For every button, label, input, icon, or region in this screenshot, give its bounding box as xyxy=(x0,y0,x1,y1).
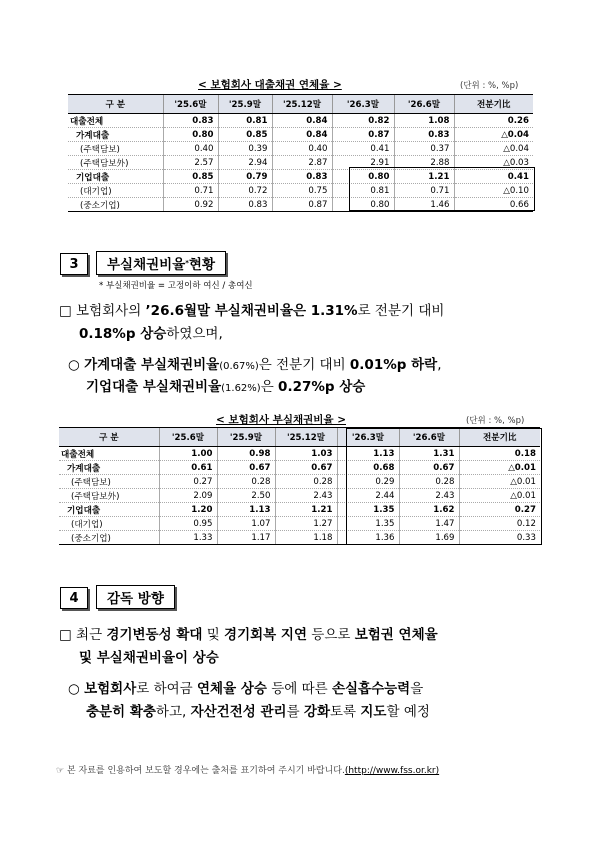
table2-body xyxy=(59,447,540,545)
text-bold: ’26.6월말 부실채권비율은 1.31% xyxy=(145,303,358,319)
text-small: (1.62%) xyxy=(221,383,261,394)
text-bold: 및 부실채권비율이 상승 xyxy=(79,650,219,666)
section4-paragraph2 xyxy=(68,677,423,701)
table-row xyxy=(59,517,540,531)
table-cell: 0.41 xyxy=(454,170,533,184)
table-cell: 2.87 xyxy=(272,156,332,170)
table-cell: 1.35 xyxy=(337,503,399,517)
table-cell: 0.80 xyxy=(332,170,394,184)
text-bold: 가계대출 부실채권비율 xyxy=(84,357,220,373)
table-cell: 1.13 xyxy=(217,503,275,517)
row-label-cell xyxy=(59,447,159,461)
table-cell: 0.29 xyxy=(337,475,399,489)
table-cell: 0.33 xyxy=(459,531,540,545)
text: 로 하여금 xyxy=(136,681,197,697)
section4-title: 감독 방향 xyxy=(96,585,175,609)
table-cell: 1.08 xyxy=(394,114,454,128)
table1 xyxy=(68,94,533,212)
table1-header: '25.12말 xyxy=(272,95,332,114)
text: 을 xyxy=(410,681,424,697)
section3-title-suffix: 현황 xyxy=(188,257,216,273)
table-cell: 1.31 xyxy=(399,447,459,461)
row-label: (주택담보) xyxy=(71,477,111,488)
table-cell: 1.21 xyxy=(275,503,337,517)
table-cell: 0.71 xyxy=(394,184,454,198)
table1-header: 구 분 xyxy=(68,95,163,114)
row-label: 대출전체 xyxy=(61,449,95,460)
table-cell: 1.47 xyxy=(399,517,459,531)
row-label-cell xyxy=(68,184,163,198)
table-cell: 0.81 xyxy=(218,114,272,128)
table-cell: 0.95 xyxy=(159,517,217,531)
table-row xyxy=(68,156,533,170)
table-row xyxy=(59,475,540,489)
table-cell: △0.04 xyxy=(454,128,533,142)
table-cell: 1.46 xyxy=(394,198,454,212)
row-label: (중소기업) xyxy=(71,533,111,544)
footer-link[interactable]: (http://www.fss.or.kr) xyxy=(344,766,440,776)
table2-header: '25.12말 xyxy=(275,428,337,447)
table-cell: 0.84 xyxy=(272,114,332,128)
table2-header: 구 분 xyxy=(59,428,159,447)
table1-header: 전분기比 xyxy=(454,95,533,114)
table-cell: 2.94 xyxy=(218,156,272,170)
row-label: 대출전체 xyxy=(70,116,104,127)
table-cell: 1.07 xyxy=(217,517,275,531)
table-row xyxy=(59,531,540,545)
table-cell: 2.44 xyxy=(337,489,399,503)
section3-title xyxy=(96,251,226,275)
text-bold: 충분히 확충 xyxy=(86,704,156,720)
table-cell: △0.01 xyxy=(459,489,540,503)
row-label-cell xyxy=(68,114,163,128)
footer xyxy=(56,763,439,776)
text-bold: 지도 xyxy=(360,704,387,720)
table-cell: 0.75 xyxy=(272,184,332,198)
row-label: (주택담보外) xyxy=(80,158,129,169)
table-cell: △0.10 xyxy=(454,184,533,198)
footer-text: 본 자료를 인용하여 보도할 경우에는 출처를 표기하여 주시기 바랍니다. xyxy=(66,766,345,776)
table-cell: 2.91 xyxy=(332,156,394,170)
text: 를 xyxy=(286,704,304,720)
table-cell: 0.27 xyxy=(459,503,540,517)
section3-title-text: 부실채권비율 xyxy=(107,257,186,273)
table-cell: 2.57 xyxy=(163,156,218,170)
text: 하였으며, xyxy=(166,326,223,342)
table-row xyxy=(59,503,540,517)
table-cell: 0.27 xyxy=(159,475,217,489)
table-cell: 1.33 xyxy=(159,531,217,545)
table-cell: 1.17 xyxy=(217,531,275,545)
text-bold: 경기회복 지연 xyxy=(224,627,307,643)
text-bold: 0.18%p 상승 xyxy=(79,326,167,342)
row-label: 가계대출 xyxy=(67,463,101,474)
table-cell: 0.84 xyxy=(272,128,332,142)
text: , xyxy=(437,357,442,373)
row-label: (대기업) xyxy=(71,519,103,530)
table2 xyxy=(59,427,540,545)
table1-body xyxy=(68,114,533,212)
row-label-cell xyxy=(68,128,163,142)
section4-paragraph3 xyxy=(86,700,430,724)
text: 및 xyxy=(202,627,225,643)
section3-paragraph1 xyxy=(59,299,444,323)
row-label: 기업대출 xyxy=(76,172,110,183)
table-cell: 0.61 xyxy=(159,461,217,475)
table-cell: 1.69 xyxy=(399,531,459,545)
table2-header-row xyxy=(59,428,540,447)
section3-paragraph3 xyxy=(86,375,365,401)
text: □ 최근 xyxy=(59,627,107,643)
row-label-cell xyxy=(68,156,163,170)
row-label: (주택담보外) xyxy=(71,491,120,502)
text-small: (0.67%) xyxy=(219,361,259,372)
text-bold: 0.01%p 하락 xyxy=(349,357,438,373)
text-bold: 손실흡수능력 xyxy=(331,681,411,697)
table-row xyxy=(59,489,540,503)
table-cell: 1.03 xyxy=(275,447,337,461)
table-cell: △0.01 xyxy=(459,475,540,489)
row-label: 가계대출 xyxy=(76,130,110,141)
row-label-cell xyxy=(59,517,159,531)
table2-title: < 보험회사 부실채권비율 > xyxy=(216,414,346,426)
table-cell: 0.87 xyxy=(272,198,332,212)
row-label-cell xyxy=(59,461,159,475)
table1-header: '26.3말 xyxy=(332,95,394,114)
table-cell: 1.20 xyxy=(159,503,217,517)
text: 로 전분기 대비 xyxy=(357,303,445,319)
text: 할 예정 xyxy=(386,704,430,720)
row-label-cell xyxy=(59,489,159,503)
table-cell: △0.03 xyxy=(454,156,533,170)
table-cell: 0.67 xyxy=(399,461,459,475)
table-cell: 1.00 xyxy=(159,447,217,461)
text: 등에 따른 xyxy=(266,681,332,697)
table-cell: 0.67 xyxy=(275,461,337,475)
table-cell: 0.81 xyxy=(332,184,394,198)
table-cell: 0.83 xyxy=(272,170,332,184)
table-row xyxy=(68,142,533,156)
table-cell: 0.68 xyxy=(337,461,399,475)
table-cell: 0.66 xyxy=(454,198,533,212)
row-label: (대기업) xyxy=(80,186,112,197)
table1-title: < 보험회사 대출채권 연체율 > xyxy=(198,79,342,91)
table1-header: '26.6말 xyxy=(394,95,454,114)
row-label-cell xyxy=(68,170,163,184)
table-cell: 1.27 xyxy=(275,517,337,531)
text-bold: 강화 xyxy=(303,704,331,720)
table-cell: 0.98 xyxy=(217,447,275,461)
row-label-cell xyxy=(68,198,163,212)
text-bold: 기업대출 부실채권비율 xyxy=(86,379,222,395)
table-cell: 0.67 xyxy=(217,461,275,475)
table-row xyxy=(68,128,533,142)
table1-header: '25.9말 xyxy=(218,95,272,114)
text: 하고, xyxy=(155,704,191,720)
table-row xyxy=(68,114,533,128)
text-bold: 자산건전성 관리 xyxy=(190,704,287,720)
table-cell: 2.50 xyxy=(217,489,275,503)
table-row xyxy=(59,461,540,475)
table-cell: 0.82 xyxy=(332,114,394,128)
table-cell: 1.35 xyxy=(337,517,399,531)
table-cell: 1.62 xyxy=(399,503,459,517)
table-cell: 0.85 xyxy=(163,170,218,184)
text: ○ xyxy=(68,681,85,697)
table-row xyxy=(59,447,540,461)
section3-title-sup: * xyxy=(185,259,189,267)
text: 은 전분기 대비 xyxy=(258,357,350,373)
text: 토록 xyxy=(330,704,361,720)
section3-paragraph1-cont xyxy=(79,322,223,346)
row-label-cell xyxy=(59,475,159,489)
table-cell: 2.09 xyxy=(159,489,217,503)
table2-header: '26.6말 xyxy=(399,428,459,447)
table-row xyxy=(68,170,533,184)
section4-paragraph1-cont xyxy=(79,646,219,670)
table-cell: 2.88 xyxy=(394,156,454,170)
text-bold: 0.27%p 상승 xyxy=(278,379,366,395)
table1-unit: (단위 : %, %p) xyxy=(460,81,519,91)
row-label-cell xyxy=(59,531,159,545)
text: □ 보험회사의 xyxy=(59,303,146,319)
table-row xyxy=(68,184,533,198)
table-cell: 0.18 xyxy=(459,447,540,461)
table1-header-row xyxy=(68,95,533,114)
row-label: (중소기업) xyxy=(80,200,120,211)
table-cell: 0.80 xyxy=(332,198,394,212)
table-cell: 0.28 xyxy=(217,475,275,489)
table-cell: 0.72 xyxy=(218,184,272,198)
table2-header: '25.9말 xyxy=(217,428,275,447)
section4-number: 4 xyxy=(60,587,88,609)
table2-header: '26.3말 xyxy=(337,428,399,447)
table-cell: 0.87 xyxy=(332,128,394,142)
table-cell: 0.85 xyxy=(218,128,272,142)
table-cell: 1.18 xyxy=(275,531,337,545)
table-cell: 0.28 xyxy=(275,475,337,489)
pointing-hand-icon: ☞ xyxy=(56,766,65,776)
table-cell: △0.04 xyxy=(454,142,533,156)
text-bold: 보험권 연체율 xyxy=(354,627,438,643)
table2-header: '25.6말 xyxy=(159,428,217,447)
table-cell: 0.92 xyxy=(163,198,218,212)
table-cell: 0.83 xyxy=(394,128,454,142)
table-cell: 1.21 xyxy=(394,170,454,184)
table-cell: 0.12 xyxy=(459,517,540,531)
table-cell: 0.79 xyxy=(218,170,272,184)
section3-number: 3 xyxy=(60,253,88,275)
text-bold: 보험회사 xyxy=(84,681,137,697)
table-cell: 0.83 xyxy=(218,198,272,212)
table-cell: 0.39 xyxy=(218,142,272,156)
table-cell: 0.41 xyxy=(332,142,394,156)
row-label-cell xyxy=(68,142,163,156)
section3-note: * 부실채권비율 = 고정이하 여신 / 총여신 xyxy=(99,281,253,291)
table-cell: 0.26 xyxy=(454,114,533,128)
table-cell: △0.01 xyxy=(459,461,540,475)
text-bold: 경기변동성 확대 xyxy=(106,627,203,643)
table2-unit: (단위 : %, %p) xyxy=(466,416,525,426)
table-cell: 0.37 xyxy=(394,142,454,156)
table-cell: 0.40 xyxy=(163,142,218,156)
table-cell: 2.43 xyxy=(399,489,459,503)
text: ○ xyxy=(68,357,85,373)
row-label-cell xyxy=(59,503,159,517)
text: 등으로 xyxy=(307,627,355,643)
row-label: 기업대출 xyxy=(67,505,101,516)
table-cell: 0.28 xyxy=(399,475,459,489)
table1-header: '25.6말 xyxy=(163,95,218,114)
table-cell: 0.71 xyxy=(163,184,218,198)
row-label: (주택담보) xyxy=(80,144,120,155)
table-cell: 0.80 xyxy=(163,128,218,142)
table-row xyxy=(68,198,533,212)
table-cell: 2.43 xyxy=(275,489,337,503)
table-cell: 0.40 xyxy=(272,142,332,156)
text-bold: 연체율 상승 xyxy=(197,681,267,697)
text: 은 xyxy=(260,379,279,395)
table-cell: 1.13 xyxy=(337,447,399,461)
table-cell: 0.83 xyxy=(163,114,218,128)
section4-paragraph1 xyxy=(59,623,438,647)
table-cell: 1.36 xyxy=(337,531,399,545)
table2-header: 전분기比 xyxy=(459,428,540,447)
